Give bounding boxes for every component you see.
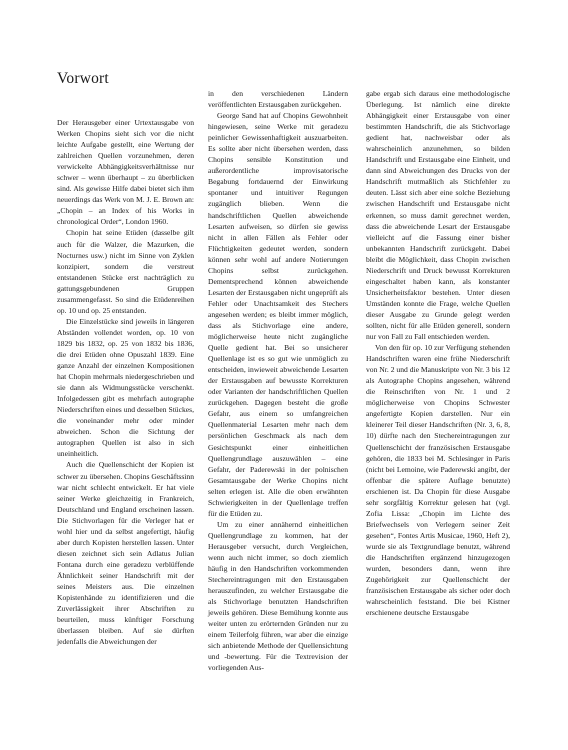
paragraph: Um zu einer annähernd einheitlichen Quellengrundlage zu kommen, hat der Herausgeber versucht, durch Vergleichen, wenn auch nicht immer, so doch ziemlich häufig in den Handschriften vorkommenden Stechereintragungen mit den Erstausgaben herauszufinden, zu welcher Erstausgabe die als Stichvorlage benutzten Handschriften jeweils gehören. Diese Bemühung konnte aus weiter unten zu erörternden Gründen nur zu einem Teilerfolg führen, war aber die einzige sich anbietende Methode der Quellensichtung und -bewertung. Für die Textrevision der vorliegenden Aus- [208,519,348,673]
paragraph: Auch die Quellenschicht der Kopien ist schwer zu übersehen. Chopins Geschäftssinn war nicht schlecht entwickelt. Er hat viele seiner Werke gleichzeitig in Frankreich, Deutschland und England erscheinen lassen. Die Stichvorlagen für die Verleger hat er wohl hier und da selbst angefertigt, häufig aber durch Kopisten herstellen lassen. Unter diesen zeichnet sich sein Adlatus Julian Fontana durch eine geradezu verblüffende Ähnlichkeit seiner Handschrift mit der seines Meisters aus. Die einzelnen Kopistenhände zu identifizieren und die Zuverlässigkeit ihrer Abschriften zu beurteilen, muss künftiger Forschung überlassen bleiben. Auf sie dürften jedenfalls die Abweichungen der [57,460,194,647]
text-column-2 [208,88,348,673]
paragraph: Die Einzelstücke sind jeweils in längeren Abständen vollendet worden, op. 10 von 1829 bis 1832, op. 25 von 1832 bis 1836, die drei Etüden ohne Opuszahl 1839. Eine ganze Anzahl der einzelnen Kompositionen hat Chopin mehrmals niedergeschrieben und sie dann als Widmungsstücke verschenkt. Infolgedessen gibt es mehrfach autographe Niederschriften eines und desselben Stückes, die voneinander mehr oder minder abweichen. Schon die Sichtung der autographen Quellen ist also in sich uneinheitlich. [57,316,194,459]
paragraph: in den verschiedenen Ländern veröffentlichten Erstausgaben zurückgehen. [208,89,348,110]
paragraph: Der Herausgeber einer Urtextausgabe von Werken Chopins sieht sich vor die nicht leichte Aufgabe gestellt, eine Wertung der zahlreichen Quellen vorzunehmen, deren verwickelte Abhängigkeitsverhältnisse nur schwer – wenn überhaupt – zu überblicken sind. Als gewisse Hilfe dabei bietet sich ihm neuerdings das Werk von M. J. E. Brown an: „Chopin – an Index of his Works in chronological Order“, London 1960. [57,118,194,227]
text-column-3 [366,88,510,618]
paragraph: gabe ergab sich daraus eine methodologische Überlegung. Ist nämlich eine direkte Abhängigkeit einer Erstausgabe von einer bestimmten Handschrift, die als Stichvorlage gedient hat, nachweisbar oder als wahrscheinlich anzunehmen, so bilden Handschrift und Erstausgabe eine Einheit, und dann sind Abweichungen des Drucks von der Handschrift mutmaßlich als Stichfehler zu deuten. Lässt sich aber eine solche Beziehung zwischen Handschrift und Erstausgabe nicht erkennen, so muss damit gerechnet werden, dass die abweichende Lesart der Erstausgabe vielleicht auf die Fassung einer bisher unbekannten Handschrift zurückgeht. Dabei bleibt die Möglichkeit, dass Chopin zwischen Niederschrift und Druck bewusst Korrekturen eingeschaltet haben kann, als konstanter Unsicherheitsfaktor bestehen. Unter diesen Umständen konnte die Frage, welche Quellen dieser Ausgabe zu Grunde gelegt werden sollten, nicht für alle Etüden generell, sondern nur von Fall zu Fall entschieden werden. [366,89,510,342]
page-title: Vorwort [57,70,109,87]
text-column-1 [57,117,194,647]
paragraph: Von den für op. 10 zur Verfügung stehenden Handschriften waren eine frühe Niederschrift von Nr. 2 und die Manuskripte von Nr. 3 bis 12 als Autographe Chopins angesehen, während die Reinschriften von Nr. 1 und 2 möglicherweise von Chopins Schwester angefertigte Kopien darstellen. Nur ein kleinerer Teil dieser Handschriften (Nr. 3, 6, 8, 10) dürfte nach den Stechereintragungen zur Quellenschicht der französischen Erstausgabe gehören, die 1833 bei M. Schlesinger in Paris (nicht bei Lemoine, wie Paderewski angibt, der offenbar die spätere Auflage benutzte) erschienen ist. Da Chopin für diese Ausgabe sehr sorgfältig Korrektur gelesen hat (vgl. Zofia Lissa: „Chopin im Lichte des Briefwechsels von Verlegern seiner Zeit gesehen“, Fontes Artis Musicae, 1960, Heft 2), wurde sie als Textgrundlage benutzt, während die Handschriften ergänzend hinzugezogen wurden, besonders dann, wenn ihre Zugehörigkeit zur Quellenschicht der französischen Erstausgabe als sicher oder doch wahrscheinlich feststand. Die bei Kistner erschienene deutsche Erstausgabe [366,343,510,618]
paragraph: George Sand hat auf Chopins Gewohnheit hingewiesen, seine Werke mit geradezu peinlicher Gewissenhaftigkeit auszuarbeiten. Es sollte aber nicht übersehen werden, dass Chopins sensible Konstitution und außerordentliche improvisatorische Begabung fortdauernd der Einwirkung spontaner und intuitiver Regungen zugänglich blieben. Wenn die handschriftlichen Quellen abweichende Lesarten aufweisen, so dürfen sie gewiss nicht in allen Fällen als Fehler oder Flüchtigkeiten gedeutet werden, sondern können sehr wohl auf andere Notierungen Chopins selbst zurückgehen. Dementsprechend können abweichende Lesarten der Erstausgaben nicht ungeprüft als Fehler oder Unachtsamkeit des Stechers angesehen werden; es bleibt immer möglich, dass als Stichvorlage eine andere, möglicherweise heute nicht zugängliche Quelle gedient hat. Bei so unsicherer Quellenlage ist es so gut wie unmöglich zu entscheiden, inwieweit abweichende Lesarten der Erstausgaben auf bewusste Korrekturen oder Varianten der handschriftlichen Quellen zurückgehen. Dagegen besteht die große Gefahr, aus einem so umfangreichen Quellenmaterial Lesarten mehr nach dem persönlichen Geschmack als nach dem Gesichtspunkt einer einheitlichen Quellengrundlage auszuwählen – eine Gefahr, der Paderewski in der polnischen Gesamtausgabe der Werke Chopins nicht selten erlegen ist. Alle die oben erwähnten Schwierigkeiten in der Quellenlage treffen für die Etüden zu. [208,111,348,518]
paragraph: Chopin hat seine Etüden (dasselbe gilt auch für die Walzer, die Mazurken, die Nocturnes usw.) nicht im Sinne von Zyklen konzipiert, sondern die verstreut entstandenen Stücke erst nachträglich zu gattungsgebundenen Gruppen zusammengefasst. So sind die Etüdenreihen op. 10 und op. 25 entstanden. [57,228,194,315]
